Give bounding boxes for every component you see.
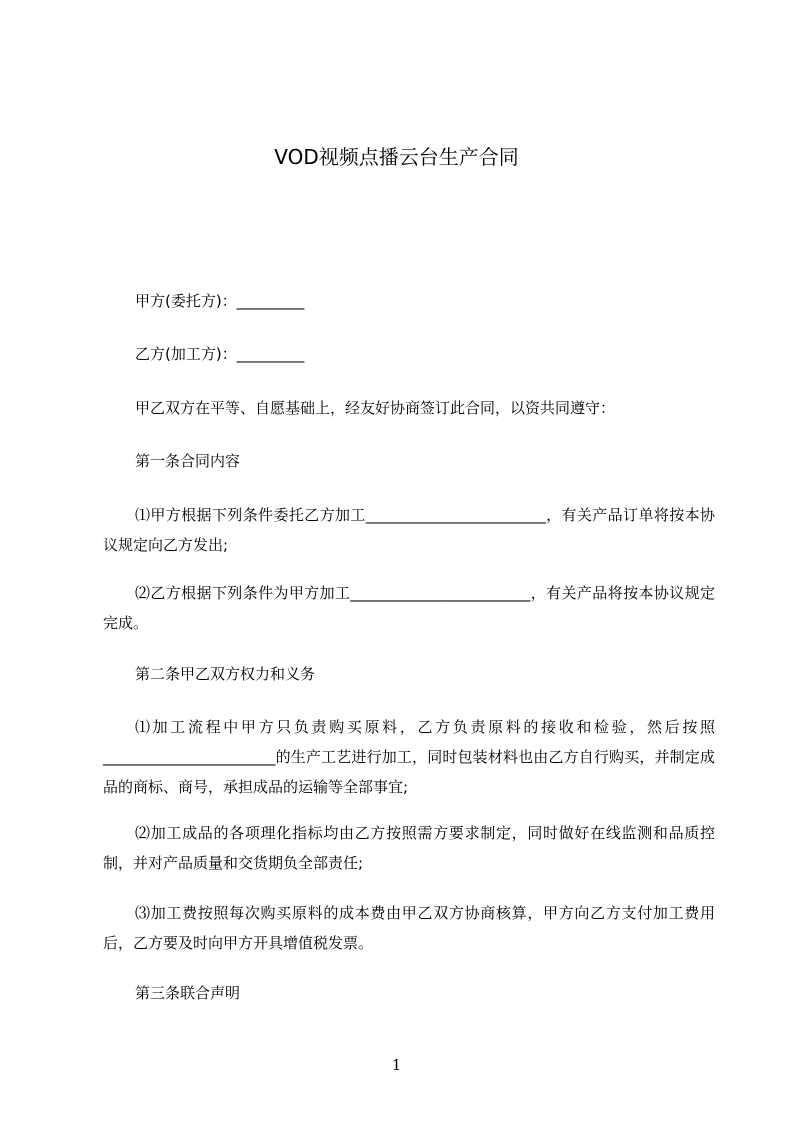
article-3-heading: 第三条联合声明 [135,984,241,1002]
article-2-item-2: ⑵加工成品的各项理化指标均由乙方按照需方要求制定，同时做好在线监测和品质控制，并对产品质量和交货期负全部责任; [103,824,715,872]
article-1-item-1: ⑴甲方根据下列条件委托乙方加工________________________，有关产品订单将按本协议规定向乙方发出; [103,506,715,554]
party-a-line: 甲方(委托方)：_________ [135,292,305,310]
party-b-line: 乙方(加工方)：_________ [135,345,305,363]
page-number: 1 [391,1056,402,1074]
article-2-item-3: ⑶加工费按照每次购买原料的成本费由甲乙双方协商核算，甲方向乙方支付加工费用后，乙方要及时向甲方开具增值税发票。 [103,904,715,952]
intro-paragraph: 甲乙双方在平等、自愿基础上，经友好协商签订此合同，以资共同遵守： [135,399,616,417]
article-2-item-1: ⑴加工流程中甲方只负责购买原料，乙方负责原料的接收和检验，然后按照_______________________的生产工艺进行加工，同时包装材料也由乙方自行购买，并制定成品的商标、商号，承担成品的运输等全部事宜; [103,718,715,796]
article-1-item-2: ⑵乙方根据下列条件为甲方加工________________________，有关产品将按本协议规定完成。 [103,584,715,632]
document-title: VOD视频点播云台生产合同 [274,145,519,169]
article-2-heading: 第二条甲乙双方权力和义务 [135,665,316,683]
article-1-heading: 第一条合同内容 [135,452,241,470]
